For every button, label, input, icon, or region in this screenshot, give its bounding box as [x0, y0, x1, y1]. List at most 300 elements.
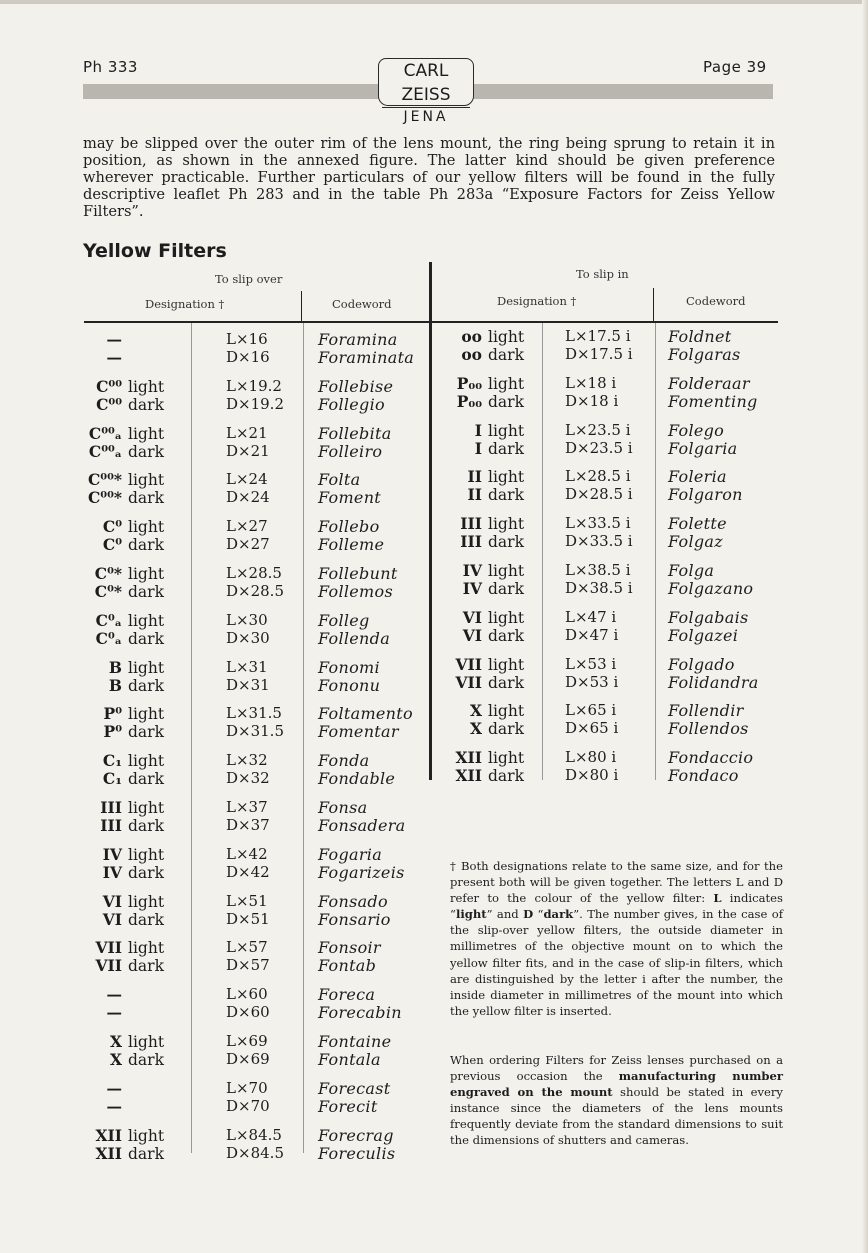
filter-size: D×21 [226, 441, 270, 460]
filter-designation [76, 677, 180, 695]
filter-codeword: Forecit [318, 1096, 378, 1116]
filter-designation [76, 630, 180, 648]
footnote-ordering [450, 1052, 783, 1149]
filter-designation [76, 349, 180, 367]
filter-codeword: Fontala [318, 1050, 381, 1069]
filter-codeword: Foreca [318, 985, 376, 1005]
filter-size: L×27 [226, 517, 268, 536]
filter-designation [76, 817, 180, 835]
filter-size: L×47 i [565, 607, 617, 626]
filter-codeword: Folderaar [668, 373, 750, 393]
filter-designation [76, 1004, 180, 1022]
filter-codeword: Fondaccio [668, 748, 754, 768]
filter-size: D×23.5 i [565, 438, 633, 457]
right-group-header: To slip in [576, 267, 629, 281]
filter-shade: light [488, 608, 525, 627]
filter-designation [76, 846, 180, 864]
filter-designation [76, 799, 180, 817]
filter-symbol: C₁ [102, 751, 122, 771]
filter-symbol: C⁰⁰ₐ [88, 423, 122, 443]
filter-shade: light [128, 471, 165, 490]
filter-codeword: Fogaria [318, 844, 383, 864]
filter-symbol: C⁰ₐ [95, 628, 122, 648]
filter-codeword: Follegio [318, 394, 385, 414]
footnote-bold: manufacturing number engraved on the mount [450, 1069, 783, 1100]
footnote-text: “ [533, 907, 544, 922]
filter-size: D×53 i [565, 672, 619, 691]
filter-symbol: VI [102, 891, 122, 911]
filter-shade: light [488, 468, 525, 487]
footnote-text: ”. The number gives, in the case of the slip-over yellow filters, the outside diameter in millimetres of the objective mount on to which the yellow filter fits, and in the case of slip-in filters, which are distinguished by the letter i after the number, the inside diameter in millimetres of the mount into which the yellow filter is inserted. [450, 907, 783, 1018]
filter-size: L×38.5 i [565, 561, 631, 579]
logo-top-text: CARL ZEISS [382, 59, 470, 108]
filter-codeword: Foltamento [318, 704, 413, 724]
filter-shade: light [128, 658, 165, 677]
filter-size: D×37 [226, 816, 270, 834]
filter-designation [76, 331, 180, 349]
filter-symbol: P⁰ [103, 722, 122, 742]
filter-symbol: VII [95, 956, 122, 976]
filter-symbol: IV [462, 561, 482, 580]
filter-size: D×32 [226, 769, 270, 788]
filter-shade: light [128, 565, 165, 583]
filter-size: L×30 [226, 610, 268, 629]
filter-shade: light [128, 939, 165, 958]
right-inner-divider-2 [655, 323, 656, 780]
filter-symbol: B [108, 675, 122, 695]
filter-symbol: III [100, 798, 122, 817]
filter-size: L×23.5 i [565, 420, 631, 439]
filter-designation [76, 1145, 180, 1163]
filter-symbol: X [469, 719, 482, 739]
section-title: Yellow Filters [83, 240, 227, 262]
filter-size: D×28.5 [226, 582, 284, 600]
filter-symbol: X [469, 701, 482, 721]
logo-bottom-text: JENA [403, 109, 449, 125]
filter-symbol: C⁰⁰ [96, 394, 122, 414]
filter-designation [436, 674, 540, 692]
filter-size: D×60 [226, 1003, 270, 1022]
filter-shade: light [128, 611, 165, 630]
page-right-edge [862, 0, 868, 1253]
left-col-codeword: Codeword [332, 297, 392, 311]
filter-designation [76, 565, 180, 583]
filter-codeword: Fonsado [318, 891, 388, 911]
filter-designation [76, 612, 180, 630]
footnote-bold: dark [543, 907, 574, 922]
filter-codeword: Folta [318, 470, 361, 490]
filter-shade: dark [488, 392, 524, 411]
filter-codeword: Folgaron [668, 485, 743, 505]
filter-codeword: Folego [668, 420, 725, 440]
filter-designation [76, 723, 180, 741]
filter-symbol: X [109, 1050, 122, 1069]
filter-designation [76, 396, 180, 414]
filter-codeword: Folette [668, 514, 727, 534]
filter-shade: dark [128, 817, 164, 835]
footnote-designations [450, 858, 783, 1019]
filter-codeword: Forecrag [318, 1125, 394, 1145]
filter-designation [76, 1051, 180, 1069]
left-inner-divider-2 [303, 323, 304, 1153]
filter-designation [436, 486, 540, 504]
filter-symbol: XII [95, 1125, 122, 1145]
filter-shade: dark [128, 489, 164, 508]
filter-size: D×80 i [565, 766, 619, 785]
filter-designation [436, 562, 540, 580]
filter-designation [436, 720, 540, 738]
filter-codeword: Fomenting [668, 391, 758, 411]
filter-shade: dark [488, 486, 524, 505]
right-col-codeword: Codeword [686, 294, 746, 308]
filter-shade: light [488, 328, 525, 346]
filter-shade: light [128, 518, 165, 537]
filter-symbol: VII [455, 672, 482, 692]
filter-symbol: XII [455, 748, 482, 768]
filter-shade: dark [128, 723, 164, 742]
filter-designation [436, 393, 540, 411]
filter-shade: light [488, 702, 525, 721]
filter-codeword: Folga [668, 561, 715, 580]
filter-codeword: Folgaria [668, 438, 738, 458]
table-center-divider [429, 262, 432, 780]
filter-designation [436, 375, 540, 393]
filter-symbol: I [474, 438, 482, 458]
filter-shade: dark [128, 910, 164, 929]
filter-shade: dark [488, 346, 524, 364]
filter-designation [436, 440, 540, 458]
filter-codeword: Follebise [318, 376, 394, 396]
filter-shade: dark [128, 863, 164, 882]
filter-codeword: Follebo [318, 517, 380, 537]
filter-symbol: oo [461, 327, 482, 346]
footnote-text: indicates “ [450, 891, 783, 922]
filter-size: L×17.5 i [565, 327, 631, 345]
filter-symbol: III [460, 532, 482, 552]
filter-size: L×57 [226, 938, 268, 957]
filter-codeword: Fononu [318, 675, 381, 695]
filter-size: D×84.5 [226, 1143, 284, 1162]
filter-designation [76, 1127, 180, 1145]
filter-codeword: Foramina [318, 330, 398, 349]
filter-symbol: — [106, 348, 122, 367]
filter-symbol: — [106, 330, 122, 349]
footnote-bold: light [455, 907, 487, 922]
right-header-divider [653, 288, 654, 321]
filter-codeword: Follebita [318, 423, 392, 443]
filter-symbol: — [106, 1078, 122, 1098]
carl-zeiss-logo [378, 58, 474, 125]
filter-shade: dark [128, 770, 164, 789]
filter-designation [436, 422, 540, 440]
filter-symbol: C⁰⁰* [87, 488, 122, 508]
filter-designation [436, 749, 540, 767]
filter-size: D×16 [226, 348, 270, 366]
filter-shade: light [128, 1126, 165, 1145]
filter-shade: dark [488, 626, 524, 645]
page-number: Page 39 [703, 58, 767, 76]
filter-size: L×28.5 [226, 564, 282, 582]
filter-designation [76, 1033, 180, 1051]
filter-codeword: Fonsadera [318, 816, 406, 835]
filter-symbol: C⁰ [102, 517, 122, 537]
filter-size: D×28.5 i [565, 485, 633, 504]
filter-symbol: C⁰* [94, 564, 122, 583]
filter-size: D×70 [226, 1096, 270, 1115]
filter-shade: dark [128, 442, 164, 461]
filter-symbol: — [106, 1096, 122, 1116]
filter-designation [76, 1098, 180, 1116]
filter-symbol: II [467, 485, 482, 505]
filter-symbol: VI [102, 909, 122, 929]
filter-shade: dark [128, 536, 164, 555]
filter-designation [436, 702, 540, 720]
filter-shade: light [128, 705, 165, 724]
filter-designation [76, 583, 180, 601]
filter-symbol: IV [462, 579, 482, 598]
filter-shade: dark [128, 629, 164, 648]
intro-paragraph: may be slipped over the outer rim of the lens mount, the ring being sprung to retain it in position, as shown in the annexed figure. The latter kind should be given preference wherever practicable. Further particulars of our yellow filters will be found in the fully descriptive leaflet Ph 283 and in the table Ph 283a “Exposure Factors for Zeiss Yellow Filters”. [83, 135, 775, 220]
filter-codeword: Fonomi [318, 657, 380, 677]
filter-designation [76, 536, 180, 554]
filter-designation [76, 770, 180, 788]
filter-symbol: VI [462, 625, 482, 645]
filter-symbol: VI [462, 607, 482, 627]
filter-shade: dark [128, 676, 164, 695]
filter-symbol: X [109, 1032, 122, 1051]
filter-symbol: VII [455, 654, 482, 674]
filter-size: L×70 [226, 1078, 268, 1097]
filter-codeword: Fondable [318, 769, 396, 789]
filter-codeword: Foreculis [318, 1143, 396, 1163]
filter-symbol: P₀₀ [456, 391, 482, 411]
filter-shade: dark [128, 1051, 164, 1069]
filter-size: D×42 [226, 862, 270, 881]
filter-shade: dark [128, 583, 164, 601]
filter-symbol: III [100, 816, 122, 835]
filter-size: D×27 [226, 535, 270, 554]
filter-size: L×42 [226, 844, 268, 863]
filter-codeword: Fogarizeis [318, 862, 405, 882]
filter-size: D×47 i [565, 625, 619, 644]
filter-symbol: B [108, 657, 122, 677]
filter-shade: light [488, 421, 525, 440]
filter-size: D×69 [226, 1050, 270, 1068]
filter-symbol: oo [461, 345, 482, 364]
filter-codeword: Folgaz [668, 532, 723, 552]
filter-codeword: Forecabin [318, 1003, 402, 1023]
filter-designation [76, 489, 180, 507]
filter-codeword: Foraminata [318, 348, 415, 367]
filter-shade: dark [488, 533, 524, 552]
filter-size: L×65 i [565, 701, 617, 720]
filter-codeword: Folgazano [668, 579, 754, 598]
filter-shade: light [488, 374, 525, 393]
filter-size: L×37 [226, 798, 268, 816]
filter-symbol: — [106, 985, 122, 1005]
filter-shade: dark [488, 767, 524, 786]
filter-shade: light [488, 562, 525, 580]
filter-codeword: Foment [318, 488, 382, 508]
filter-codeword: Fonsoir [318, 938, 381, 958]
filter-symbol: VII [95, 938, 122, 958]
filter-designation [436, 533, 540, 551]
filter-symbol: C⁰ [102, 535, 122, 555]
filter-size: L×33.5 i [565, 514, 631, 533]
filter-designation [76, 957, 180, 975]
footnote-text: † Both designations relate to the same size, and for the present both will be given together. The letters L and D refer to the colour of the yellow filter: [450, 859, 783, 906]
filter-shade: dark [128, 1144, 164, 1163]
filter-designation [76, 425, 180, 443]
filter-shade: dark [488, 580, 524, 598]
filter-size: L×18 i [565, 373, 617, 392]
filter-size: L×24 [226, 470, 268, 489]
filter-size: L×28.5 i [565, 467, 631, 486]
filter-size: D×24 [226, 488, 270, 507]
filter-symbol: III [460, 514, 482, 534]
filter-codeword: Follebunt [318, 564, 398, 583]
filter-codeword: Folleme [318, 535, 385, 555]
filter-shade: light [488, 749, 525, 768]
filter-designation [76, 378, 180, 396]
filter-codeword: Follenda [318, 628, 391, 648]
filter-designation [76, 471, 180, 489]
filter-designation [76, 752, 180, 770]
filter-symbol: II [467, 467, 482, 487]
filter-size: L×31.5 [226, 704, 282, 723]
filter-designation [76, 443, 180, 461]
filter-symbol: P₀₀ [456, 373, 482, 393]
filter-designation [436, 515, 540, 533]
footnote-text: should be stated in every instance since the diameters of the lens mounts frequently deviate from the standard dimensions to suit the dimensions of shutters and cameras. [450, 1085, 783, 1148]
filter-codeword: Fondaco [668, 766, 739, 786]
filter-designation [436, 328, 540, 346]
filter-designation [436, 656, 540, 674]
filter-size: L×80 i [565, 748, 617, 767]
filter-symbol: XII [95, 1143, 122, 1163]
filter-shade: dark [488, 720, 524, 739]
left-inner-divider-1 [191, 323, 192, 1153]
filter-designation [436, 346, 540, 364]
filter-shade: light [128, 799, 165, 817]
filter-shade: dark [488, 673, 524, 692]
filter-size: L×32 [226, 751, 268, 770]
filter-designation [436, 580, 540, 598]
filter-symbol: — [106, 1003, 122, 1023]
filter-symbol: I [474, 420, 482, 440]
filter-size: D×33.5 i [565, 532, 633, 551]
right-col-designation: Designation † [497, 294, 577, 308]
filter-size: D×17.5 i [565, 345, 633, 363]
filter-codeword: Folidandra [668, 672, 759, 692]
filter-shade: light [488, 655, 525, 674]
filter-symbol: C⁰ₐ [95, 610, 122, 630]
filter-symbol: C⁰⁰ [96, 376, 122, 396]
filter-size: L×53 i [565, 654, 617, 673]
filter-codeword: Folgaras [668, 345, 741, 364]
filter-codeword: Fontaine [318, 1032, 392, 1051]
footnote-text: ” and [486, 907, 524, 922]
filter-size: D×38.5 i [565, 579, 633, 597]
footnote-bold: D [523, 907, 534, 922]
filter-shade: light [128, 424, 165, 443]
filter-codeword: Fonsa [318, 798, 368, 817]
filter-size: L×21 [226, 423, 268, 442]
filter-shade: dark [488, 439, 524, 458]
filter-shade: light [128, 752, 165, 771]
filter-codeword: Fonsario [318, 909, 391, 929]
filter-size: D×51 [226, 909, 270, 928]
filter-codeword: Folgado [668, 654, 735, 674]
filter-size: L×69 [226, 1032, 268, 1050]
filter-size: D×30 [226, 628, 270, 647]
filter-codeword: Folleg [318, 610, 370, 630]
left-header-divider [301, 291, 302, 321]
filter-codeword: Folleiro [318, 441, 383, 461]
filter-size: L×16 [226, 330, 268, 348]
filter-size: L×60 [226, 985, 268, 1004]
filter-symbol: XII [455, 766, 482, 786]
left-group-header: To slip over [215, 272, 283, 286]
filter-shade: dark [128, 395, 164, 414]
filter-designation [76, 1080, 180, 1098]
filter-size: L×84.5 [226, 1125, 282, 1144]
left-col-designation: Designation † [145, 297, 225, 311]
filter-size: D×31.5 [226, 722, 284, 741]
filter-shade: light [488, 515, 525, 534]
filter-shade: light [128, 845, 165, 864]
filter-codeword: Foleria [668, 467, 727, 487]
filter-codeword: Fontab [318, 956, 377, 976]
filter-designation [436, 627, 540, 645]
filter-designation [76, 911, 180, 929]
filter-size: L×31 [226, 657, 268, 676]
filter-designation [76, 939, 180, 957]
doc-number: Ph 333 [83, 58, 138, 76]
filter-codeword: Follendos [668, 719, 749, 739]
filter-designation [76, 893, 180, 911]
filter-size: D×65 i [565, 719, 619, 738]
filter-codeword: Follemos [318, 582, 393, 601]
filter-designation [76, 986, 180, 1004]
filter-shade: dark [128, 957, 164, 976]
filter-shade: light [128, 377, 165, 396]
page-top-edge [0, 0, 868, 4]
filter-designation [76, 864, 180, 882]
filter-size: L×19.2 [226, 376, 282, 395]
filter-codeword: Fonda [318, 751, 370, 771]
filter-designation [436, 468, 540, 486]
filter-size: D×19.2 [226, 394, 284, 413]
filter-designation [436, 609, 540, 627]
right-inner-divider-1 [542, 323, 543, 780]
filter-codeword: Follendir [668, 701, 744, 721]
footnote-bold: L [713, 891, 722, 906]
filter-designation [76, 518, 180, 536]
filter-codeword: Fomentar [318, 722, 399, 742]
filter-symbol: C⁰⁰ₐ [88, 441, 122, 461]
filter-symbol: IV [102, 862, 122, 882]
filter-size: D×57 [226, 956, 270, 975]
filter-designation [436, 767, 540, 785]
filter-symbol: P⁰ [103, 704, 122, 724]
filter-codeword: Forecast [318, 1078, 391, 1098]
filter-codeword: Foldnet [668, 327, 732, 346]
filter-codeword: Folgazei [668, 625, 739, 645]
filter-shade: light [128, 1033, 165, 1051]
filter-size: D×18 i [565, 391, 619, 410]
filter-size: L×51 [226, 891, 268, 910]
